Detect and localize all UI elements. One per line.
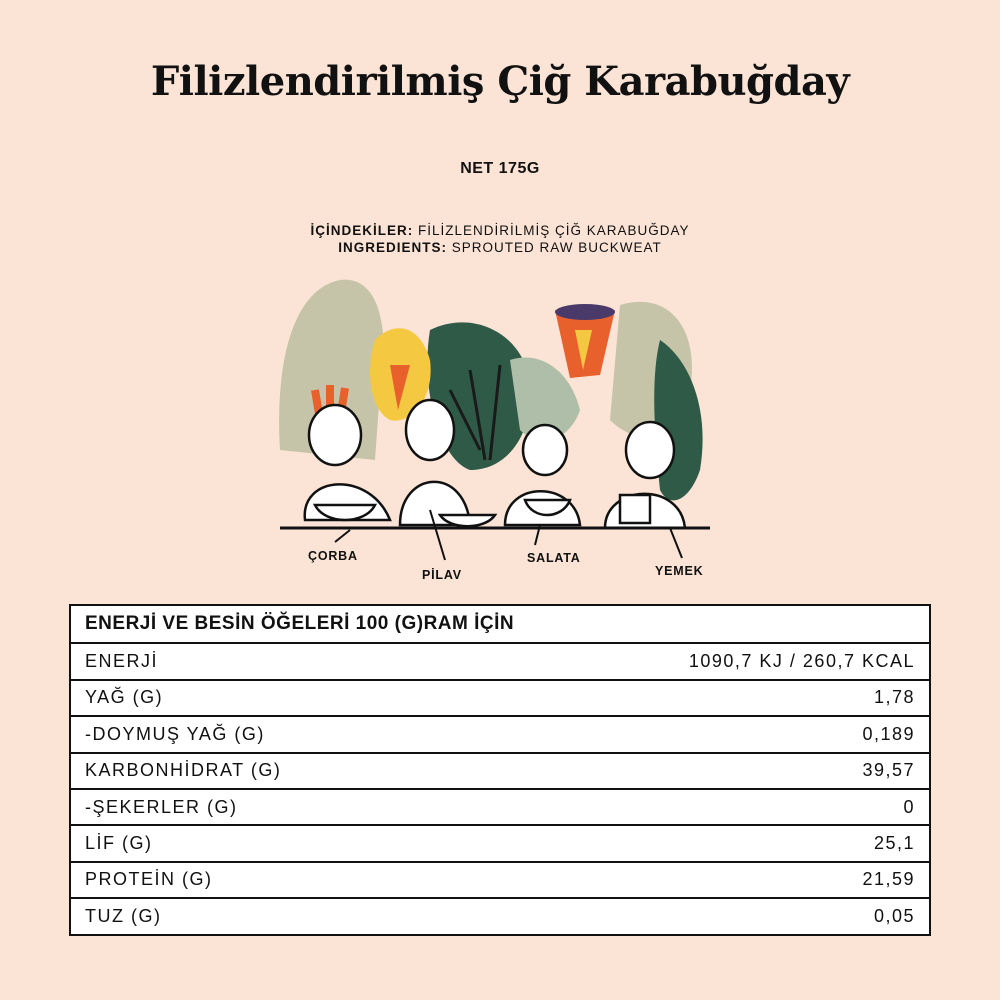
row-label: -ŞEKERLER (G) [85,796,238,817]
table-row [71,788,929,824]
person-head [523,425,567,475]
row-label: PROTEİN (G) [85,869,213,890]
row-label: YAĞ (G) [85,687,164,708]
row-value: 0,189 [862,723,915,744]
table-row [71,824,929,860]
net-weight: NET 175G [460,160,540,177]
ingredients-tr [0,222,1000,239]
pointer-line [670,528,682,558]
row-value: 1090,7 KJ / 260,7 KCAL [688,651,915,672]
row-value: 39,57 [862,760,915,781]
label-salata: SALATA [527,551,581,565]
row-value: 0,05 [873,905,915,926]
row-label: LİF (G) [85,833,153,854]
row-value: 1,78 [873,687,915,708]
cup [620,495,650,523]
nutrition-table [69,604,931,936]
label-yemek: YEMEK [655,564,704,578]
flower-top [555,304,615,320]
row-label: TUZ (G) [85,905,162,926]
label-pilav: PİLAV [422,568,462,582]
dining-illustration [270,270,740,590]
row-label: KARBONHİDRAT (G) [85,760,282,781]
table-row [71,679,929,715]
table-row [71,861,929,897]
person-head [406,400,454,460]
table-row [71,752,929,788]
product-title: Filizlendirilmiş Çiğ Karabuğday [150,58,850,105]
ingredients-en-value: SPROUTED RAW BUCKWEAT [451,240,662,255]
ingredients-en-label: INGREDIENTS: [338,240,447,255]
illustration-art [270,270,740,590]
ingredients-en [0,239,1000,256]
dark-leaf [654,340,702,500]
row-value: 0 [903,796,915,817]
ingredients-tr-value: FİLİZLENDİRİLMİŞ ÇİĞ KARABUĞDAY [417,223,690,238]
person-head [309,405,361,465]
pointer-line [335,530,350,542]
ingredients-block [0,222,1000,256]
row-label: ENERJİ [85,651,159,672]
person-head [626,422,674,478]
table-row [71,642,929,678]
row-value: 21,59 [862,869,915,890]
row-label: -DOYMUŞ YAĞ (G) [85,723,265,744]
nutrition-header [71,606,929,642]
table-row [71,715,929,751]
table-row [71,897,929,933]
nutrition-header-text: ENERJİ VE BESİN ÖĞELERİ 100 (G)RAM İÇİN [85,613,515,635]
ingredients-tr-label: İÇİNDEKİLER: [310,223,414,238]
row-value: 25,1 [873,833,915,854]
label-corba: ÇORBA [308,549,358,563]
